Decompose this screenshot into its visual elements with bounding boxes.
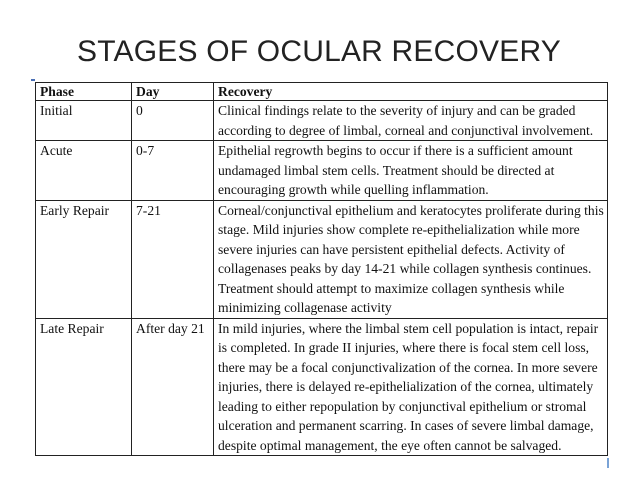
cell-day: 0-7	[132, 141, 214, 201]
cell-recovery: Corneal/conjunctival epithelium and keratocytes proliferate during this stage. Mild injuries show complete re-epithelialization while more severe injuries can have persistent epithelial defects. Activity of collagenases peaks by day 14-21 while collagen synthesis continues. Treatment should attempt to maximize collagen synthesis while minimizing collagenase activity	[214, 200, 608, 318]
cell-recovery: In mild injuries, where the limbal stem cell population is intact, repair is completed. In grade II injuries, where there is focal stem cell loss, there may be a focal conjunctivalization of the cornea. In more severe injuries, there is delayed re-epithelialization of the cornea, ultimately leading to either repopulation by conjunctival epithelium or stromal ulceration and permanent scarring. In cases of severe limbal damage, despite optimal management, the eye often cannot be salvaged.	[214, 318, 608, 456]
table-header-row	[36, 83, 608, 101]
table-row	[36, 318, 608, 456]
table-row	[36, 200, 608, 318]
header-day: Day	[132, 83, 214, 101]
edge-mark-right	[607, 458, 609, 468]
header-recovery: Recovery	[214, 83, 608, 101]
cell-recovery: Epithelial regrowth begins to occur if there is a sufficient amount undamaged limbal stem cells. Treatment should be directed at encouraging growth while quelling inflammation.	[214, 141, 608, 201]
table-row	[36, 141, 608, 201]
table-row	[36, 101, 608, 141]
cell-phase: Acute	[36, 141, 132, 201]
cell-day: 7-21	[132, 200, 214, 318]
slide-title: STAGES OF OCULAR RECOVERY	[77, 35, 561, 68]
cell-phase: Initial	[36, 101, 132, 141]
edge-mark-left	[31, 79, 35, 81]
cell-day: 0	[132, 101, 214, 141]
cell-phase: Late Repair	[36, 318, 132, 456]
recovery-table-container	[35, 82, 607, 456]
cell-phase: Early Repair	[36, 200, 132, 318]
recovery-table	[35, 82, 608, 456]
header-phase: Phase	[36, 83, 132, 101]
cell-day: After day 21	[132, 318, 214, 456]
cell-recovery: Clinical findings relate to the severity of injury and can be graded according to degree of limbal, corneal and conjunctival involvement.	[214, 101, 608, 141]
